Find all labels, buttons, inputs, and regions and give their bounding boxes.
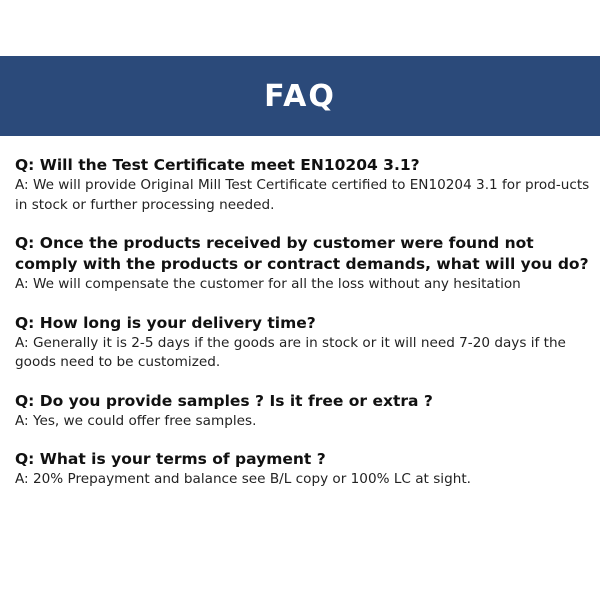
faq-list xyxy=(15,155,590,508)
faq-question: Q: Do you provide samples ? Is it free or extra ? xyxy=(15,391,433,410)
page-title: FAQ xyxy=(264,78,336,114)
faq-answer: A: Generally it is 2-5 days if the goods are in stock or it will need 7-20 days if the goods need to be customized. xyxy=(15,334,566,370)
faq-question: Q: What is your terms of payment ? xyxy=(15,450,326,468)
faq-question: Q: Will the Test Certificate meet EN10204 3.1? xyxy=(15,156,420,174)
faq-item xyxy=(15,449,590,490)
faq-item xyxy=(15,391,590,432)
faq-question: Q: Once the products received by customer were found not comply with the products or contract demands, what will you do? xyxy=(15,234,589,273)
faq-banner xyxy=(0,56,600,136)
faq-item xyxy=(15,155,590,215)
faq-item xyxy=(15,313,590,373)
faq-answer: A: 20% Prepayment and balance see B/L copy or 100% LC at sight. xyxy=(15,471,471,487)
faq-answer: A: Yes, we could offer free samples. xyxy=(15,412,257,429)
faq-question: Q: How long is your delivery time? xyxy=(15,313,316,332)
faq-item xyxy=(15,233,590,295)
faq-answer: A: We will compensate the customer for all the loss without any hesitation xyxy=(15,276,521,292)
faq-answer: A: We will provide Original Mill Test Certificate certified to EN10204 3.1 for prod-ucts in stock or further processing needed. xyxy=(15,177,590,213)
